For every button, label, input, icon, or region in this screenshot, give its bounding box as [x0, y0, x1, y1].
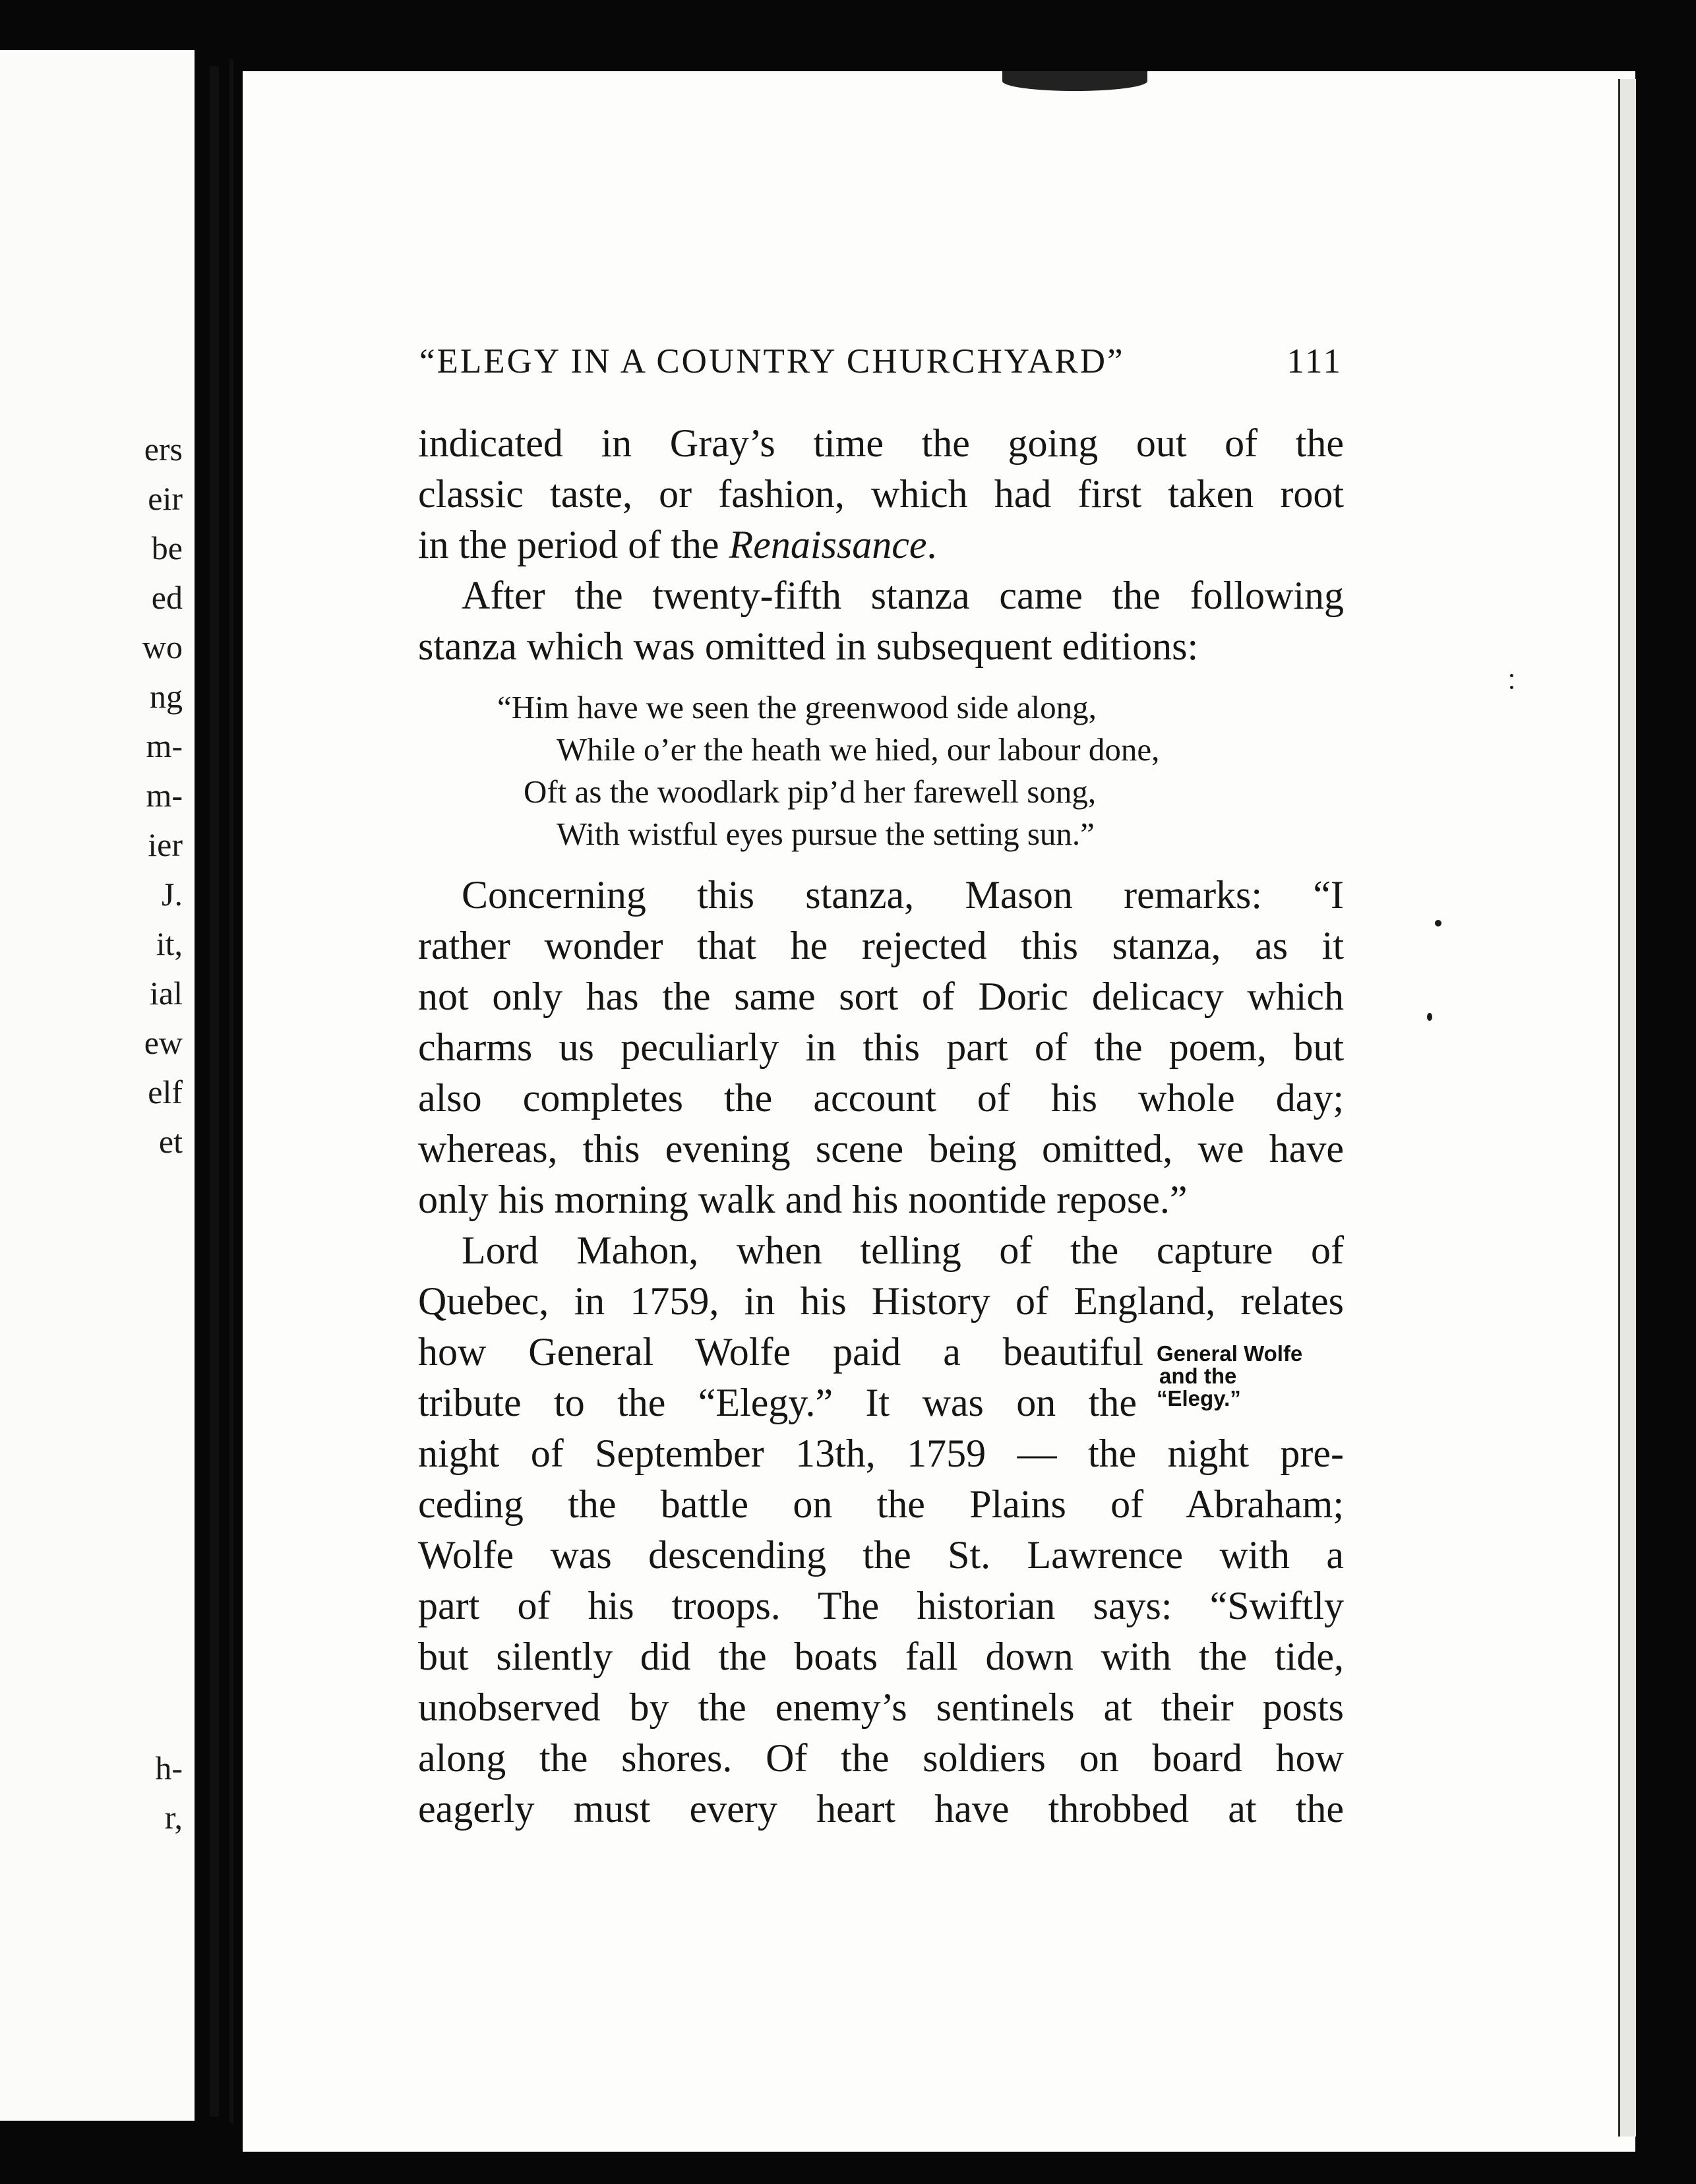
text-run: . — [926, 523, 937, 566]
text-line — [418, 520, 1344, 570]
left-page-fragment: ier — [148, 826, 183, 863]
page-number: 111 — [1287, 342, 1343, 380]
verse-line: “Him have we seen the greenwood side along, — [497, 689, 1097, 725]
text-line: stanza which was omitted in subsequent editions: — [418, 624, 1199, 668]
text-line: After the twenty-fifth stanza came the following — [462, 574, 1344, 617]
verse-line: While o’er the heath we hied, our labour done, — [557, 731, 1160, 768]
left-page-fragment: ers — [144, 431, 183, 468]
scan-speck — [1510, 686, 1513, 689]
text-line: eagerly must every heart have throbbed at the — [418, 1787, 1344, 1831]
left-page-fragment: ial — [150, 975, 183, 1012]
text-line: along the shores. Of the soldiers on board how — [418, 1736, 1344, 1780]
left-page-fragment: ng — [150, 678, 183, 715]
text-line: unobserved by the enemy’s sentinels at their posts — [418, 1685, 1344, 1729]
left-page-fragment: ew — [144, 1024, 183, 1061]
scan-speck — [1435, 920, 1441, 926]
verse-quotation — [418, 686, 1344, 855]
left-facing-page — [0, 50, 195, 2121]
left-page-fragment: J. — [162, 876, 183, 913]
gutter-rule — [229, 59, 233, 2123]
sidenote-line: “Elegy.” — [1157, 1386, 1241, 1410]
text-line: whereas, this evening scene being omitted, we have — [418, 1127, 1344, 1170]
left-page-fragment: be — [151, 530, 183, 566]
scan-speck — [1510, 674, 1513, 677]
left-page-fragment: it, — [156, 925, 183, 962]
left-page-fragment: m- — [146, 727, 183, 764]
sidenote-line: General Wolfe — [1157, 1341, 1303, 1366]
text-line: charms us peculiarly in this part of the poem, but — [418, 1025, 1344, 1069]
text-line: ceding the battle on the Plains of Abraham; — [418, 1482, 1344, 1526]
verse-line: Oft as the woodlark pip’d her farewell song, — [524, 774, 1097, 810]
text-line: tribute to the “Elegy.” It was on the — [418, 1381, 1137, 1424]
spacer — [418, 672, 1344, 686]
left-page-fragment: ed — [151, 579, 183, 616]
text-line: also completes the account of his whole day; — [418, 1076, 1344, 1120]
gutter-rule — [210, 66, 219, 2117]
italic-term: Renaissance — [729, 523, 927, 566]
left-page-fragment: wo — [142, 628, 183, 665]
left-page-fragment: r, — [164, 1799, 183, 1836]
scan-speck — [1427, 1013, 1432, 1021]
text-line: Wolfe was descending the St. Lawrence with a — [418, 1533, 1344, 1577]
text-run: in the period of the — [418, 523, 729, 566]
text-line: indicated in Gray’s time the going out of the — [418, 421, 1344, 465]
running-head — [419, 342, 1343, 381]
text-line: Quebec, in 1759, in his History of England, relates — [418, 1279, 1344, 1323]
left-page-fragment: eir — [148, 480, 183, 517]
running-head-title: “ELEGY IN A COUNTRY CHURCHYARD” — [419, 342, 1125, 380]
text-line: Concerning this stanza, Mason remarks: “I — [462, 873, 1344, 917]
text-line: only his morning walk and his noontide repose.” — [418, 1178, 1188, 1221]
text-line: part of his troops. The historian says: “Swiftly — [418, 1584, 1344, 1627]
left-page-fragment: elf — [148, 1074, 183, 1110]
text-line: Lord Mahon, when telling of the capture of — [462, 1228, 1344, 1272]
verse-line: With wistful eyes pursue the setting sun.” — [557, 816, 1095, 852]
spacer — [418, 855, 1344, 870]
page-edge — [1618, 79, 1636, 2137]
text-line: classic taste, or fashion, which had first taken root — [418, 472, 1344, 516]
body-text — [418, 418, 1344, 1835]
text-line: but silently did the boats fall down with the tide, — [418, 1635, 1344, 1678]
text-line: night of September 13th, 1759 — the night pre- — [418, 1432, 1344, 1475]
text-line: not only has the same sort of Doric delicacy which — [418, 975, 1344, 1018]
left-page-fragment: et — [158, 1123, 183, 1160]
left-page-fragment: h- — [155, 1749, 183, 1786]
sidenote-line: and the — [1159, 1364, 1237, 1388]
text-line: rather wonder that he rejected this stanza, as it — [418, 924, 1344, 967]
page-top-shadow — [1002, 71, 1147, 91]
text-line: how General Wolfe paid a beautiful — [418, 1330, 1143, 1374]
left-page-fragment: m- — [146, 777, 183, 814]
marginal-sidenote — [1157, 1343, 1341, 1410]
